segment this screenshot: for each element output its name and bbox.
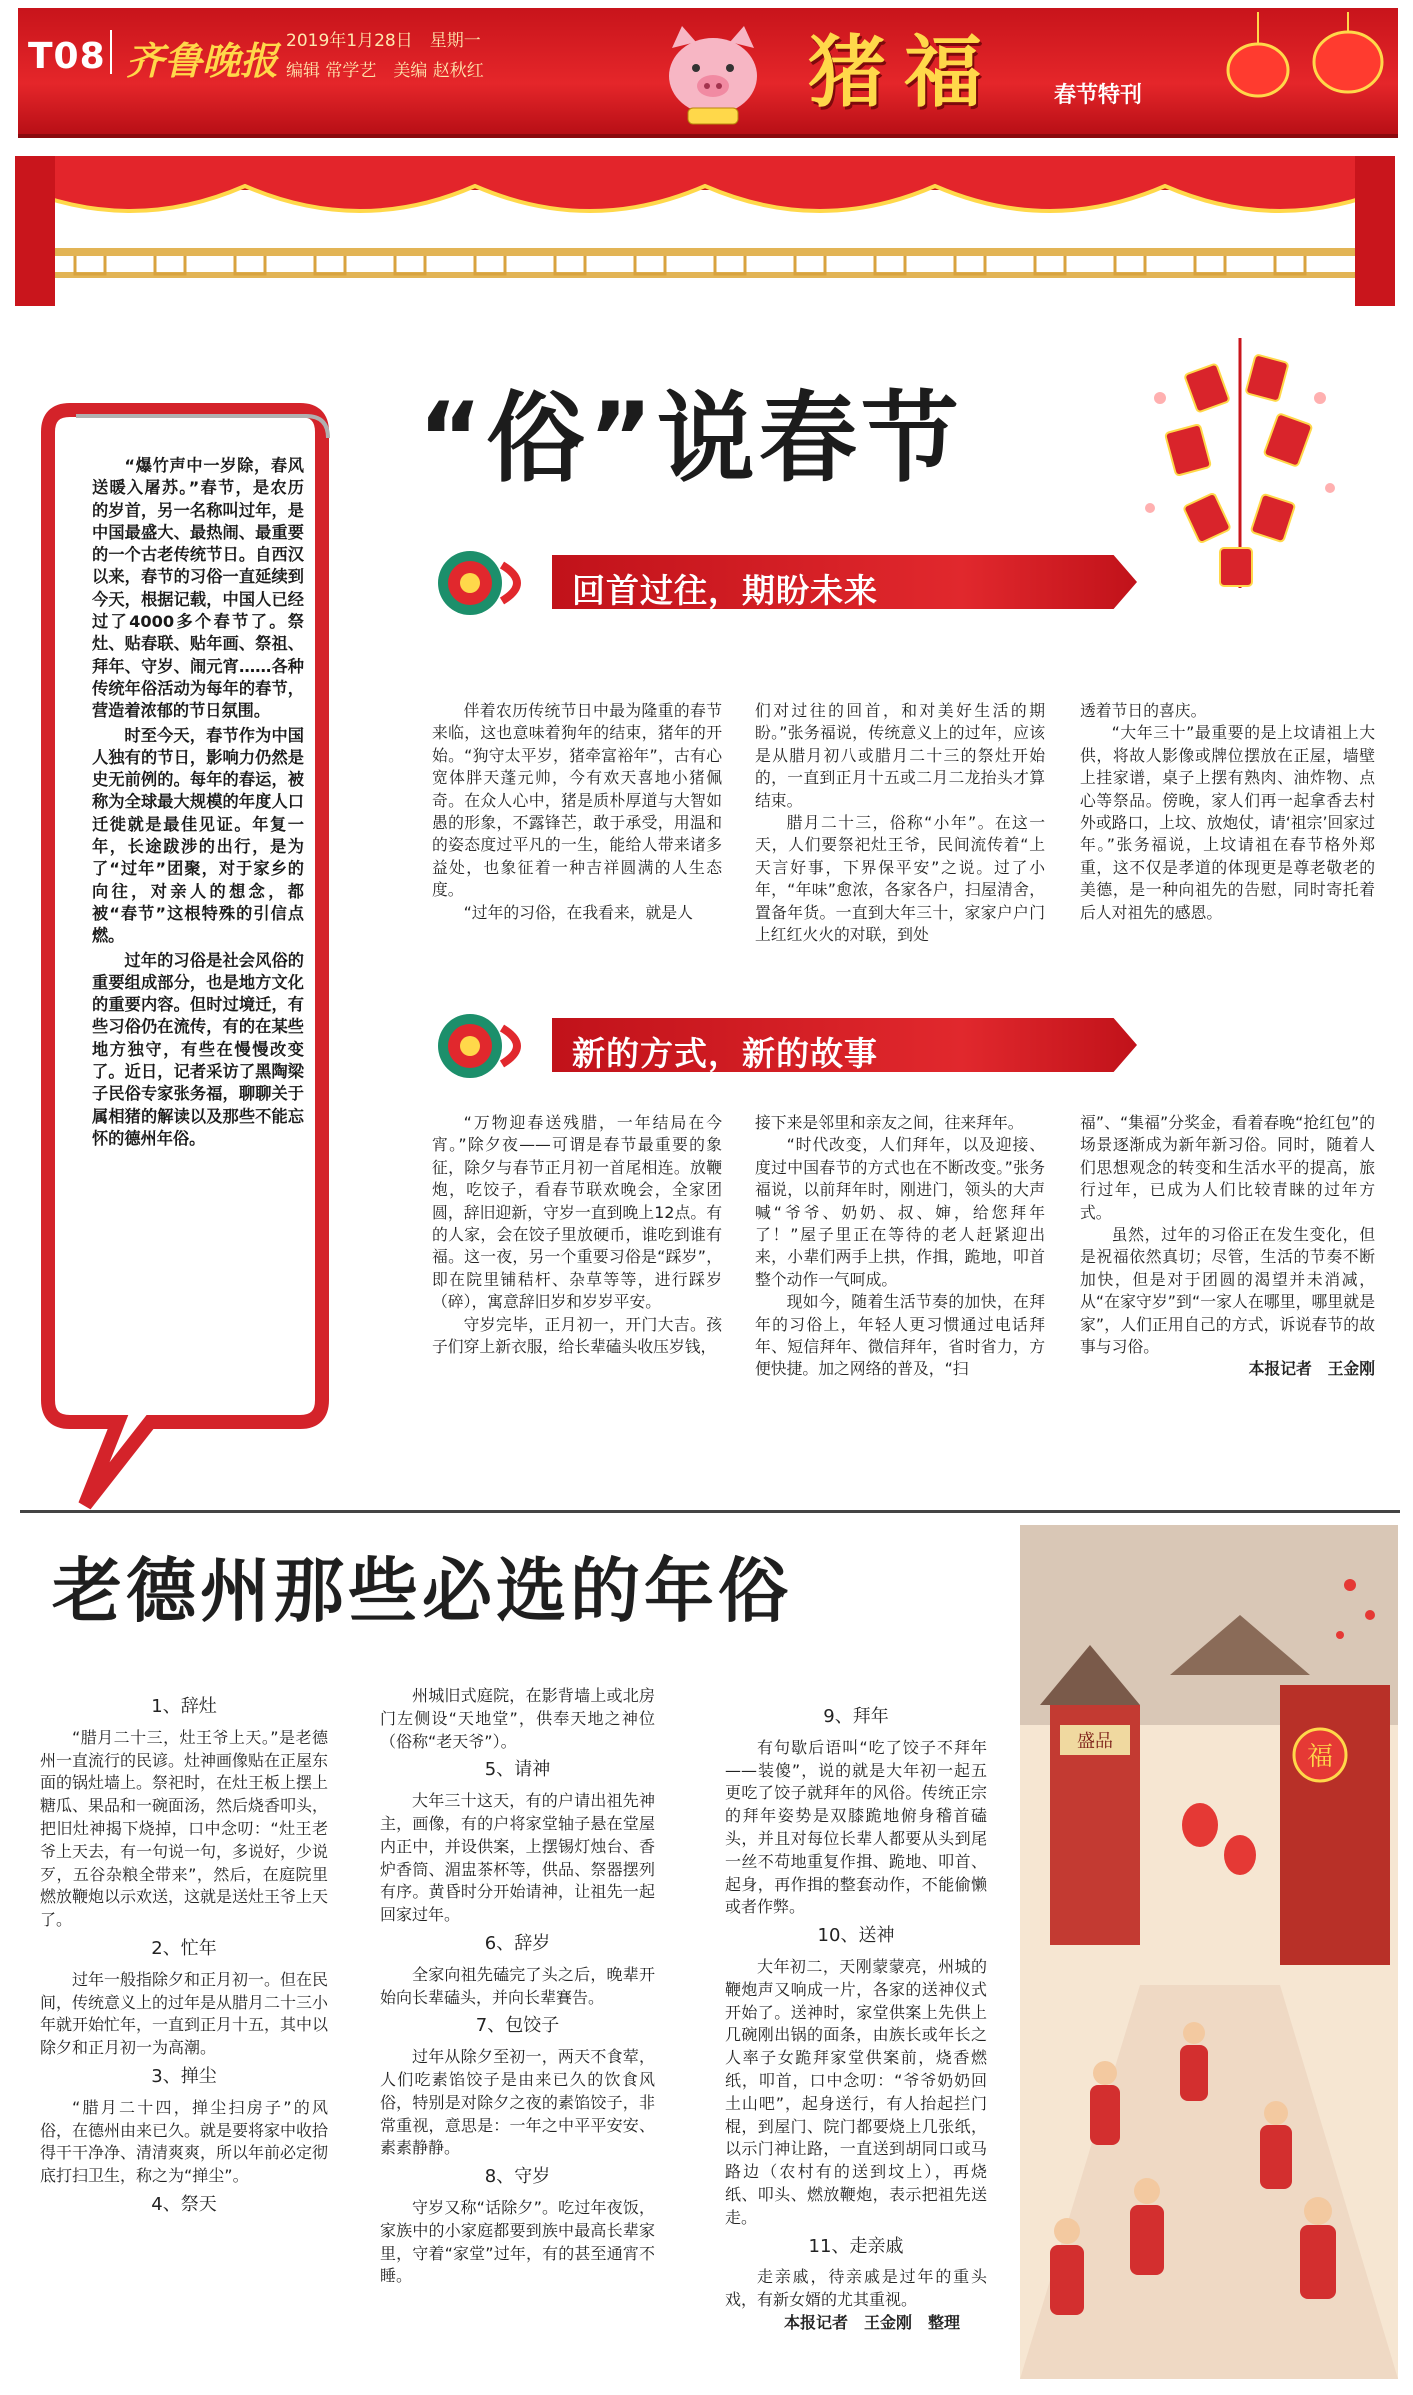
custom-heading: 9、拜年 bbox=[823, 1706, 889, 1727]
custom-heading: 4、祭天 bbox=[151, 2193, 217, 2215]
masthead-banner bbox=[18, 8, 1398, 138]
paragraph: 虽然，过年的习俗正在发生变化，但是祝福依然真切；尽管，生活的节奏不断加快，但是对于团圆的渴望并未消减，从“在家守岁”到“一家人在哪里，哪里就是家”，人们正用自己的方式，诉说春节的故事与习俗。 bbox=[1080, 1225, 1375, 1357]
masthead-divider bbox=[110, 30, 112, 74]
intro-paragraph: 过年的习俗是社会风俗的重要组成部分，也是地方文化的重要内容。但时过境迁，有些习俗仍在流传，有的在某些地方独守，有些在慢慢改变了。近日，记者采访了黑陶梁子民俗专家张务福，聊聊关于属相猪的解读以及那些不能忘怀的德州年俗。 bbox=[92, 950, 304, 1148]
custom-heading: 3、掸尘 bbox=[151, 2065, 217, 2087]
paper-name: 齐鲁晚报 bbox=[126, 38, 279, 83]
paragraph: 透着节日的喜庆。 bbox=[1080, 701, 1207, 720]
main-title: “俗”说春节 bbox=[418, 382, 963, 496]
paragraph: 守岁完毕，正月初一，开门大吉。孩子们穿上新衣服，给长辈磕头收压岁钱， bbox=[432, 1314, 722, 1357]
section1-column-1 bbox=[432, 700, 722, 924]
section1-column-3 bbox=[1080, 700, 1375, 924]
pig-mascot-icon bbox=[648, 14, 778, 126]
section-heading: 回首过往，期盼未来 bbox=[572, 571, 878, 610]
issue-date: 2019年1月28日 星期一 bbox=[286, 31, 481, 51]
fu-sign-text: 福 bbox=[1306, 1742, 1334, 1772]
paragraph: “万物迎春送残腊，一年结局在今宵。”除夕夜——可谓是春节最重要的象征，除夕与春节正月初一首尾相连。放鞭炮，吃饺子，看春节联欢晚会，全家团圆，辞旧迎新，守岁一直到晚上12点。有的人家，会在饺子里放硬币，谁吃到谁有福。这一夜，另一个重要习俗是“踩岁”，即在院里铺秸杆、杂草等等，进行踩岁（碎），寓意辞旧岁和岁岁平安。 bbox=[432, 1113, 722, 1312]
intro-paragraph: “爆竹声中一岁除，春风送暖入屠苏。”春节，是农历的岁首，另一名称叫过年，是中国最盛大、最热闹、最重要的一个古老传统节日。自西汉以来，春节的习俗一直延续到今天，根据记载，中国人已经过了4000多个春节了。祭灶、贴春联、贴年画、祭祖、拜年、守岁、闹元宵……各种传统年俗活动为每年的春节，营造着浓郁的节日氛围。 bbox=[92, 456, 304, 721]
paragraph: 过年从除夕至初一，两天不食荤，人们吃素馅饺子是由来已久的饮食风俗，特别是对除夕之夜的素馅饺子，非常重视，意思是：一年之中平平安安、素素静静。 bbox=[380, 2047, 655, 2158]
paragraph: “腊月二十三，灶王爷上天。”是老德州一直流行的民谚。灶神画像贴在正屋东面的锅灶墙上。祭祀时，在灶王板上摆上糖瓜、果品和一碗面汤，然后烧香叩头，把旧灶神揭下烧掉，口中念叨：“灶王老爷上天去，有一句说一句，多说好，少说歹，五谷杂粮全带来”，然后，在庭院里燃放鞭炮以示欢送，这就是送灶王爷上天了。 bbox=[40, 1727, 329, 1930]
paragraph: “时代改变，人们拜年，以及迎接、度过中国春节的方式也在不断改变。”张务福说，以前拜年时，刚进门，领头的大声喊“爷爷、奶奶、叔、婶，给您拜年了！”屋子里正在等待的老人赶紧迎出来，小辈们两手上拱，作揖，跪地，叩首整个动作一气呵成。 bbox=[755, 1135, 1045, 1289]
paragraph: 福”、“集福”分奖金，看着春晚“抢红包”的场景逐渐成为新年新习俗。同时，随着人们思想观念的转变和生活水平的提高，旅行过年，已成为人们比较青睐的过年方式。 bbox=[1080, 1113, 1375, 1222]
lower-column-3 bbox=[725, 1700, 987, 2335]
lower-column-2 bbox=[380, 1685, 655, 2288]
lanterns-icon bbox=[1218, 12, 1393, 130]
shop-sign-text: 盛品 bbox=[1077, 1731, 1113, 1752]
paragraph: “大年三十”最重要的是上坟请祖上大供，将故人影像或牌位摆放在正屋，墙壁上挂家谱，桌子上摆有熟肉、油炸物、点心等祭品。傍晚，家人们再一起拿香去村外或路口，上坟、放炮仗，请‘祖宗’回家过年。”张务福说，上坟请祖在春节格外郑重，这不仅是孝道的体现更是尊老敬老的美德，是一种向祖先的告慰，同时寄托着后人对祖先的感恩。 bbox=[1080, 723, 1375, 922]
paragraph: 们对过往的回首，和对美好生活的期盼。”张务福说，传统意义上的过年，应该是从腊月初八或腊月二十三的祭灶开始的，一直到正月十五或二月二龙抬头才算结束。 bbox=[755, 701, 1045, 810]
custom-heading: 6、辞岁 bbox=[484, 1932, 551, 1954]
byline: 本报记者 王金刚 整理 bbox=[783, 2312, 960, 2332]
section2-column-3 bbox=[1080, 1112, 1375, 1381]
lucky-title: 猪福 bbox=[808, 27, 1001, 118]
custom-heading: 11、走亲戚 bbox=[808, 2235, 904, 2257]
firecracker-icon bbox=[1130, 338, 1345, 603]
dragon-ornament-icon bbox=[432, 545, 572, 621]
paragraph: 现如今，随着生活节奏的加快，在拜年的习俗上，年轻人更习惯通过电话拜年、短信拜年、微信拜年，省时省力，方便快捷。加之网络的普及，“扫 bbox=[755, 1292, 1045, 1379]
intro-text bbox=[92, 455, 304, 1455]
paragraph: 过年一般指除夕和正月初一。但在民间，传统意义上的过年是从腊月二十三小年就开始忙年，一直到正月十五，其中以除夕和正月初一为高潮。 bbox=[40, 1969, 329, 2058]
paragraph: 大年三十这天，有的户请出祖先神主，画像，有的户将家堂轴子悬在堂屋内正中，并设供案，上摆锡灯烛台、香炉香筒、湄盅茶杯等，供品、祭器摆列有序。黄昏时分开始请神，让祖先一起回家过年。 bbox=[380, 1791, 655, 1925]
section-banner-1 bbox=[432, 545, 1152, 621]
section1-column-2 bbox=[755, 700, 1045, 946]
paragraph: 有句歇后语叫“吃了饺子不拜年——装傻”，说的就是大年初一起五更吃了饺子就拜年的风俗。传统正宗的拜年姿势是双膝跪地俯身稽首磕头，并且对每位长辈人都要从头到尾一丝不苟地重复作揖、跪地、叩首、起身，再作揖的整套动作，不能偷懒或者作弊。 bbox=[725, 1737, 987, 1917]
custom-heading: 5、请神 bbox=[484, 1759, 551, 1781]
byline: 本报记者 王金刚 bbox=[1248, 1359, 1375, 1379]
paragraph: 州城旧式庭院，在影背墙上或北房门左侧设“天地堂”，供奉天地之神位（俗称“老天爷”）。 bbox=[380, 1686, 655, 1751]
section2-column-2 bbox=[755, 1112, 1045, 1381]
paragraph: 接下来是邻里和亲友之间，往来拜年。 bbox=[755, 1113, 1024, 1132]
festival-street-illustration bbox=[1020, 1525, 1398, 2379]
custom-heading: 7、包饺子 bbox=[475, 2015, 560, 2037]
custom-heading: 1、辞灶 bbox=[151, 1696, 217, 1717]
festive-curtain-decoration bbox=[15, 156, 1395, 306]
section-banner-2 bbox=[432, 1008, 1152, 1084]
custom-heading: 2、忙年 bbox=[151, 1937, 217, 1959]
paragraph: “腊月二十四，掸尘扫房子”的风俗，在德州由来已久。就是要将家中收拾得干干净净、清清爽爽，所以年前必定彻底打扫卫生，称之为“掸尘”。 bbox=[40, 2097, 329, 2186]
dragon-ornament-icon bbox=[432, 1008, 572, 1084]
paragraph: 腊月二十三，俗称“小年”。在这一天，人们要祭祀灶王爷，民间流传着“上天言好事，下界保平安”之说。过了小年，“年味”愈浓，各家各户，扫屋清舍，置备年货。一直到大年三十，家家户户门上红红火火的对联，到处 bbox=[755, 813, 1045, 945]
special-edition-label: 春节特刊 bbox=[1054, 83, 1143, 108]
paragraph: 伴着农历传统节日中最为隆重的春节来临，这也意味着狗年的结束，猪年的开始。“狗守太平岁，猪牵富裕年”，古有心宽体胖天蓬元帅，今有欢天喜地小猪佩奇。在众人心中，猪是质朴厚道与大智如愚的形象，不露锋芒，敢于承受，用温和的姿态度过平凡的一生，能给人带来诸多益处，也象征着一种吉祥圆满的人生态度。 bbox=[432, 701, 722, 900]
lower-title: 老德州那些必选的年俗 bbox=[52, 1550, 792, 1632]
custom-heading: 10、送神 bbox=[817, 1925, 895, 1947]
paragraph: 大年初二，天刚蒙蒙亮，州城的鞭炮声又响成一片，各家的送神仪式开始了。送神时，家堂供案上先供上几碗刚出锅的面条，由族长或年长之人率子女跪拜家堂供案前，烧香燃纸，叩首，口中念叨：“爷爷奶奶回土山吧”，起身送行，有人抬起拦门棍，到屋门、院门都要烧上几张纸，以示门神让路，一直送到胡同口或马路边（农村有的送到坟上），再烧纸、叩头、燃放鞭炮，表示把祖先送走。 bbox=[725, 1956, 987, 2227]
section2-column-1 bbox=[432, 1112, 722, 1358]
editor-credits: 编辑 常学艺 美编 赵秋红 bbox=[286, 61, 484, 81]
paragraph: “过年的习俗，在我看来，就是人 bbox=[463, 902, 693, 922]
section-heading: 新的方式，新的故事 bbox=[572, 1034, 878, 1073]
page-number: T08 bbox=[28, 36, 106, 77]
lower-column-1 bbox=[40, 1690, 328, 2225]
section-divider bbox=[20, 1510, 1400, 1513]
intro-paragraph: 时至今天，春节作为中国人独有的节日，影响力仍然是史无前例的。每年的春运，被称为全球最大规模的年度人口迁徙就是最佳见证。年复一年，长途跋涉的出行，是为了“过年”团聚，对于家乡的向往，对亲人的想念，都被“春节”这根特殊的引信点燃。 bbox=[92, 725, 304, 946]
custom-heading: 8、守岁 bbox=[484, 2166, 551, 2188]
paragraph: 全家向祖先磕完了头之后，晚辈开始向长辈磕头，并向长辈賽告。 bbox=[380, 1964, 655, 2007]
paragraph: 守岁又称“话除夕”。吃过年夜饭，家族中的小家庭都要到族中最高长辈家里，守着“家堂”过年，有的甚至通宵不睡。 bbox=[380, 2197, 655, 2286]
paragraph: 走亲戚，待亲戚是过年的重头戏，有新女婿的尤其重视。 bbox=[725, 2267, 987, 2310]
